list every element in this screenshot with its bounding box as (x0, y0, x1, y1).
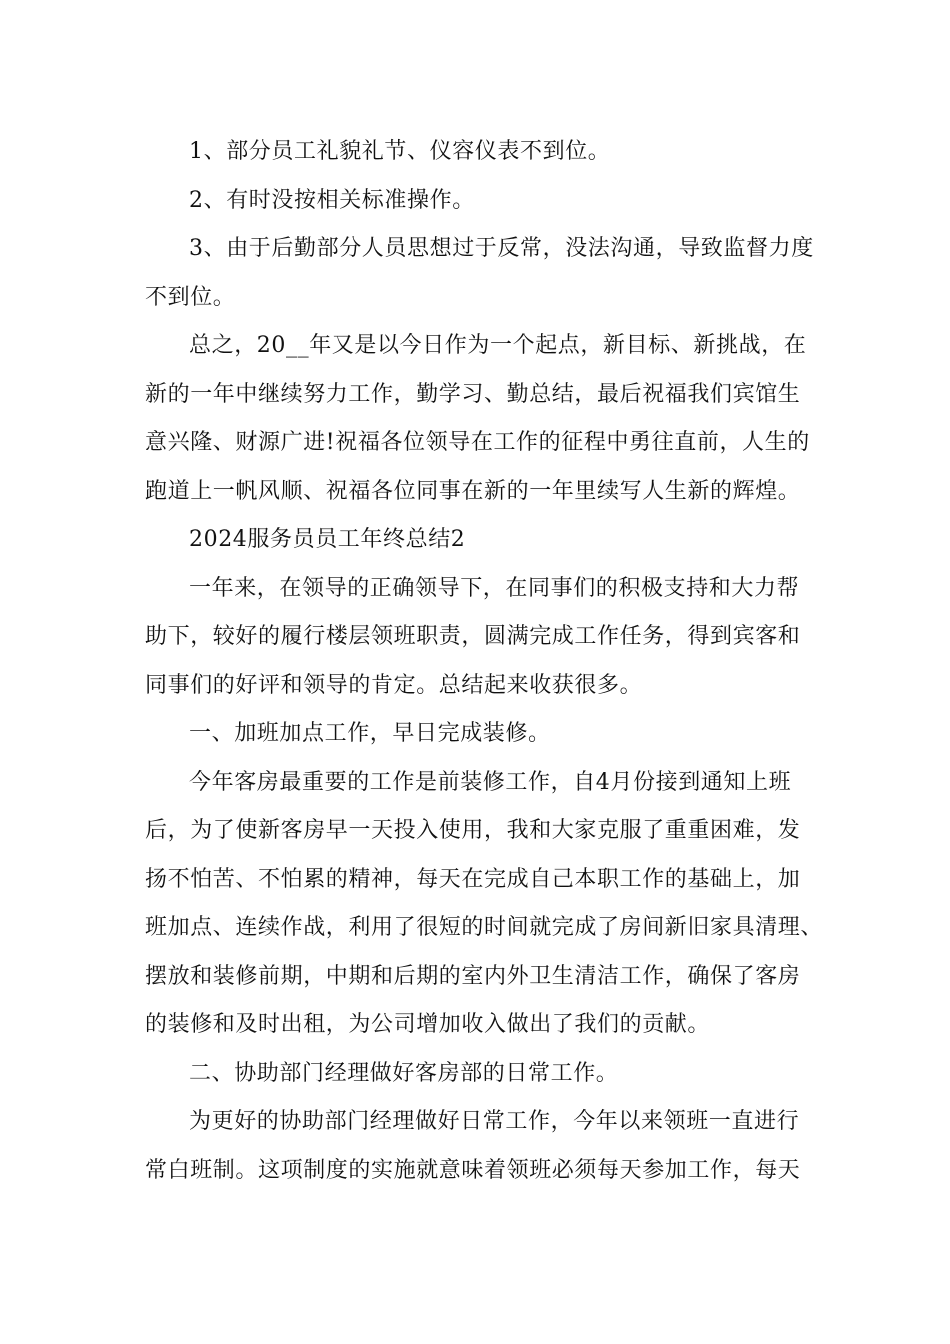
renovation-paragraph-line: 今年客房最重要的工作是前装修工作，自4月份接到通知上班 (189, 769, 792, 795)
summary-paragraph-line: 总之，20__年又是以今日作为一个起点，新目标、新挑战，在 (189, 333, 807, 358)
document-body (145, 128, 824, 1195)
renovation-paragraph-line: 的装修和及时出租，为公司增加收入做出了我们的贡献。 (145, 1012, 711, 1037)
intro-paragraph-line: 同事们的好评和领导的肯定。总结起来收获很多。 (145, 672, 643, 698)
renovation-paragraph-line: 扬不怕苦、不怕累的精神，每天在完成自己本职工作的基础上，加 (145, 866, 801, 892)
summary-paragraph-line: 意兴隆、财源广进!祝福各位领导在工作的征程中勇往直前，人生的 (145, 430, 810, 455)
summary-paragraph-line: 新的一年中继续努力工作，勤学习、勤总结，最后祝福我们宾馆生 (145, 381, 801, 407)
intro-paragraph-line: 一年来，在领导的正确领导下，在同事们的积极支持和大力帮 (189, 575, 800, 601)
list-item-2: 2、有时没按相关标准操作。 (189, 187, 475, 213)
renovation-paragraph-line: 班加点、连续作战，利用了很短的时间就完成了房间新旧家具清理、 (145, 915, 824, 940)
subheading-1: 一、加班加点工作，早日完成装修。 (189, 721, 551, 746)
daily-work-paragraph-line: 常白班制。这项制度的实施就意味着领班必须每天参加工作，每天 (145, 1157, 801, 1183)
summary-paragraph-line: 跑道上一帆风顺、祝福各位同事在新的一年里续写人生新的辉煌。 (145, 478, 801, 504)
renovation-paragraph-line: 后，为了使新客房早一天投入使用，我和大家克服了重重困难，发 (145, 818, 801, 843)
renovation-paragraph-line: 摆放和装修前期，中期和后期的室内外卫生清洁工作，确保了客房 (145, 963, 801, 989)
daily-work-paragraph-line: 为更好的协助部门经理做好日常工作，今年以来领班一直进行 (189, 1109, 800, 1134)
subheading-2: 二、协助部门经理做好客房部的日常工作。 (189, 1060, 619, 1086)
list-item-3: 3、由于后勤部分人员思想过于反常，没法沟通，导致监督力度 (189, 236, 814, 261)
list-item-3-continued: 不到位。 (145, 284, 236, 310)
list-item-1: 1、部分员工礼貌礼节、仪容仪表不到位。 (189, 139, 611, 164)
section-heading: 2024服务员员工年终总结2 (189, 527, 466, 552)
intro-paragraph-line: 助下，较好的履行楼层领班职责，圆满完成工作任务，得到宾客和 (145, 624, 801, 649)
